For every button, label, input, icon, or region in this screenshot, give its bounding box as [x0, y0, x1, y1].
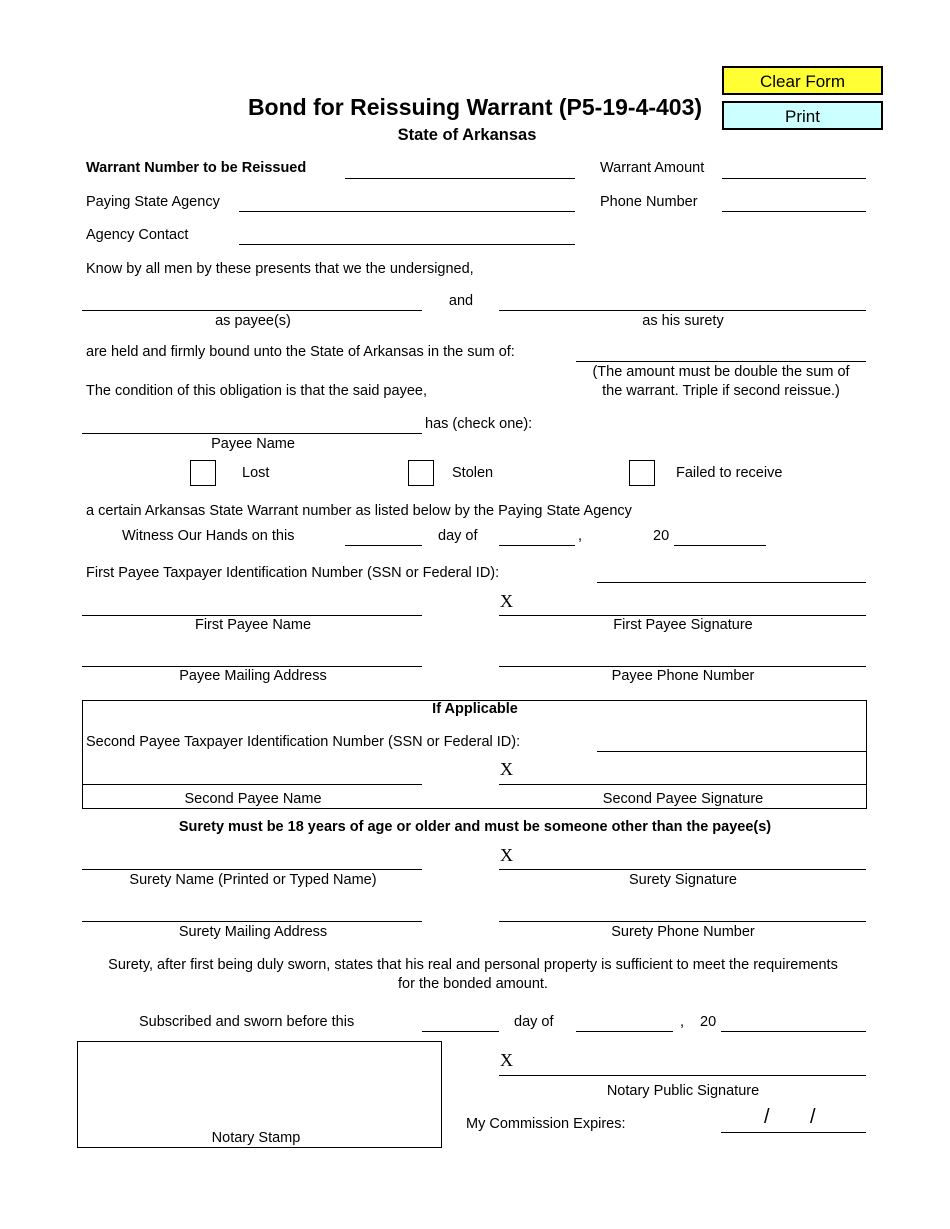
sworn-statement-line1: Surety, after first being duly sworn, states that his real and personal property is sufficient to meet the requirements — [108, 957, 838, 973]
witness-day-field[interactable] — [345, 545, 422, 546]
surety-requirement-text: Surety must be 18 years of age or older and must be someone other than the payee(s) — [178, 819, 772, 835]
witness-month-field[interactable] — [499, 545, 575, 546]
witness-day-of-text: day of — [438, 528, 478, 544]
phone-number-field[interactable] — [722, 211, 866, 212]
surety-name-label: Surety Name (Printed or Typed Name) — [129, 872, 377, 888]
payee-name-field[interactable] — [82, 433, 422, 434]
warrant-amount-label: Warrant Amount — [600, 160, 705, 176]
surety-address-field[interactable] — [82, 921, 422, 922]
has-check-one-text: has (check one): — [425, 416, 533, 432]
first-payee-x-mark: X — [500, 591, 513, 611]
surety-address-label: Surety Mailing Address — [178, 924, 328, 940]
first-payee-name-label: First Payee Name — [194, 617, 312, 633]
clear-form-button[interactable]: Clear Form — [722, 66, 883, 95]
commission-expires-label: My Commission Expires: — [466, 1116, 626, 1132]
second-payee-name-field[interactable] — [82, 784, 422, 785]
sworn-statement-line2: for the bonded amount. — [398, 976, 548, 992]
witness-year-field[interactable] — [674, 545, 766, 546]
payee-field[interactable] — [82, 310, 422, 311]
notary-stamp-label: Notary Stamp — [211, 1130, 301, 1146]
notary-year-prefix: 20 — [700, 1014, 717, 1030]
warrant-number-label: Warrant Number to be Reissued — [86, 160, 307, 176]
payee-phone-label: Payee Phone Number — [611, 668, 755, 684]
agency-contact-label: Agency Contact — [86, 227, 189, 243]
notary-signature-field[interactable] — [499, 1075, 866, 1076]
commission-slash-2: / — [810, 1106, 816, 1128]
notary-comma: , — [680, 1014, 685, 1030]
notary-month-field[interactable] — [576, 1031, 673, 1032]
paying-agency-field[interactable] — [239, 211, 575, 212]
second-payee-x-mark: X — [500, 759, 513, 779]
if-applicable-heading: If Applicable — [432, 701, 518, 717]
first-payee-name-field[interactable] — [82, 615, 422, 616]
witness-text: Witness Our Hands on this — [122, 528, 295, 544]
know-all-text: Know by all men by these presents that we the undersigned, — [86, 261, 474, 277]
commission-slash-1: / — [764, 1106, 770, 1128]
stolen-label: Stolen — [452, 465, 494, 481]
amount-note-line1: (The amount must be double the sum of — [592, 364, 850, 380]
commission-expires-field[interactable] — [721, 1132, 866, 1133]
first-payee-tin-label: First Payee Taxpayer Identification Number (SSN or Federal ID): — [86, 565, 500, 581]
failed-to-receive-label: Failed to receive — [676, 465, 783, 481]
bond-sum-field[interactable] — [576, 361, 866, 362]
second-payee-name-label: Second Payee Name — [184, 791, 322, 807]
as-surety-label: as his surety — [642, 313, 724, 329]
witness-year-prefix: 20 — [653, 528, 670, 544]
stolen-checkbox[interactable] — [408, 460, 434, 486]
paying-agency-label: Paying State Agency — [86, 194, 220, 210]
first-payee-signature-label: First Payee Signature — [613, 617, 753, 633]
second-payee-signature-label: Second Payee Signature — [602, 791, 764, 807]
notary-signature-label: Notary Public Signature — [606, 1083, 760, 1099]
condition-text: The condition of this obligation is that the said payee, — [86, 383, 427, 399]
notary-x-mark: X — [500, 1050, 513, 1070]
surety-name-field[interactable] — [82, 869, 422, 870]
surety-phone-field[interactable] — [499, 921, 866, 922]
and-text: and — [448, 293, 474, 309]
first-payee-signature-field[interactable] — [499, 615, 866, 616]
surety-field[interactable] — [499, 310, 866, 311]
second-payee-tin-label: Second Payee Taxpayer Identification Number (SSN or Federal ID): — [86, 734, 521, 750]
as-payees-label: as payee(s) — [215, 313, 291, 329]
payee-phone-field[interactable] — [499, 666, 866, 667]
print-button[interactable]: Print — [722, 101, 883, 130]
page-subtitle: State of Arkansas — [397, 126, 537, 144]
surety-signature-label: Surety Signature — [628, 872, 738, 888]
notary-day-field[interactable] — [422, 1031, 499, 1032]
warrant-number-field[interactable] — [345, 178, 575, 179]
failed-to-receive-checkbox[interactable] — [629, 460, 655, 486]
warrant-amount-field[interactable] — [722, 178, 866, 179]
second-payee-tin-field[interactable] — [597, 751, 866, 752]
witness-comma: , — [578, 528, 583, 544]
page-title: Bond for Reissuing Warrant (P5-19-4-403) — [247, 94, 703, 120]
notary-year-field[interactable] — [721, 1031, 866, 1032]
notary-day-of-text: day of — [514, 1014, 554, 1030]
payee-address-label: Payee Mailing Address — [179, 668, 327, 684]
lost-label: Lost — [242, 465, 270, 481]
agency-contact-field[interactable] — [239, 244, 575, 245]
surety-signature-field[interactable] — [499, 869, 866, 870]
surety-x-mark: X — [500, 845, 513, 865]
amount-note-line2: the warrant. Triple if second reissue.) — [602, 383, 840, 399]
certain-warrant-text: a certain Arkansas State Warrant number as listed below by the Paying State Agency — [86, 503, 632, 519]
second-payee-signature-field[interactable] — [499, 784, 866, 785]
subscribed-text: Subscribed and sworn before this — [139, 1014, 355, 1030]
lost-checkbox[interactable] — [190, 460, 216, 486]
payee-name-label: Payee Name — [211, 436, 295, 452]
first-payee-tin-field[interactable] — [597, 582, 866, 583]
phone-number-label: Phone Number — [600, 194, 698, 210]
payee-address-field[interactable] — [82, 666, 422, 667]
held-bound-text: are held and firmly bound unto the State of Arkansas in the sum of: — [86, 344, 515, 360]
surety-phone-label: Surety Phone Number — [611, 924, 755, 940]
